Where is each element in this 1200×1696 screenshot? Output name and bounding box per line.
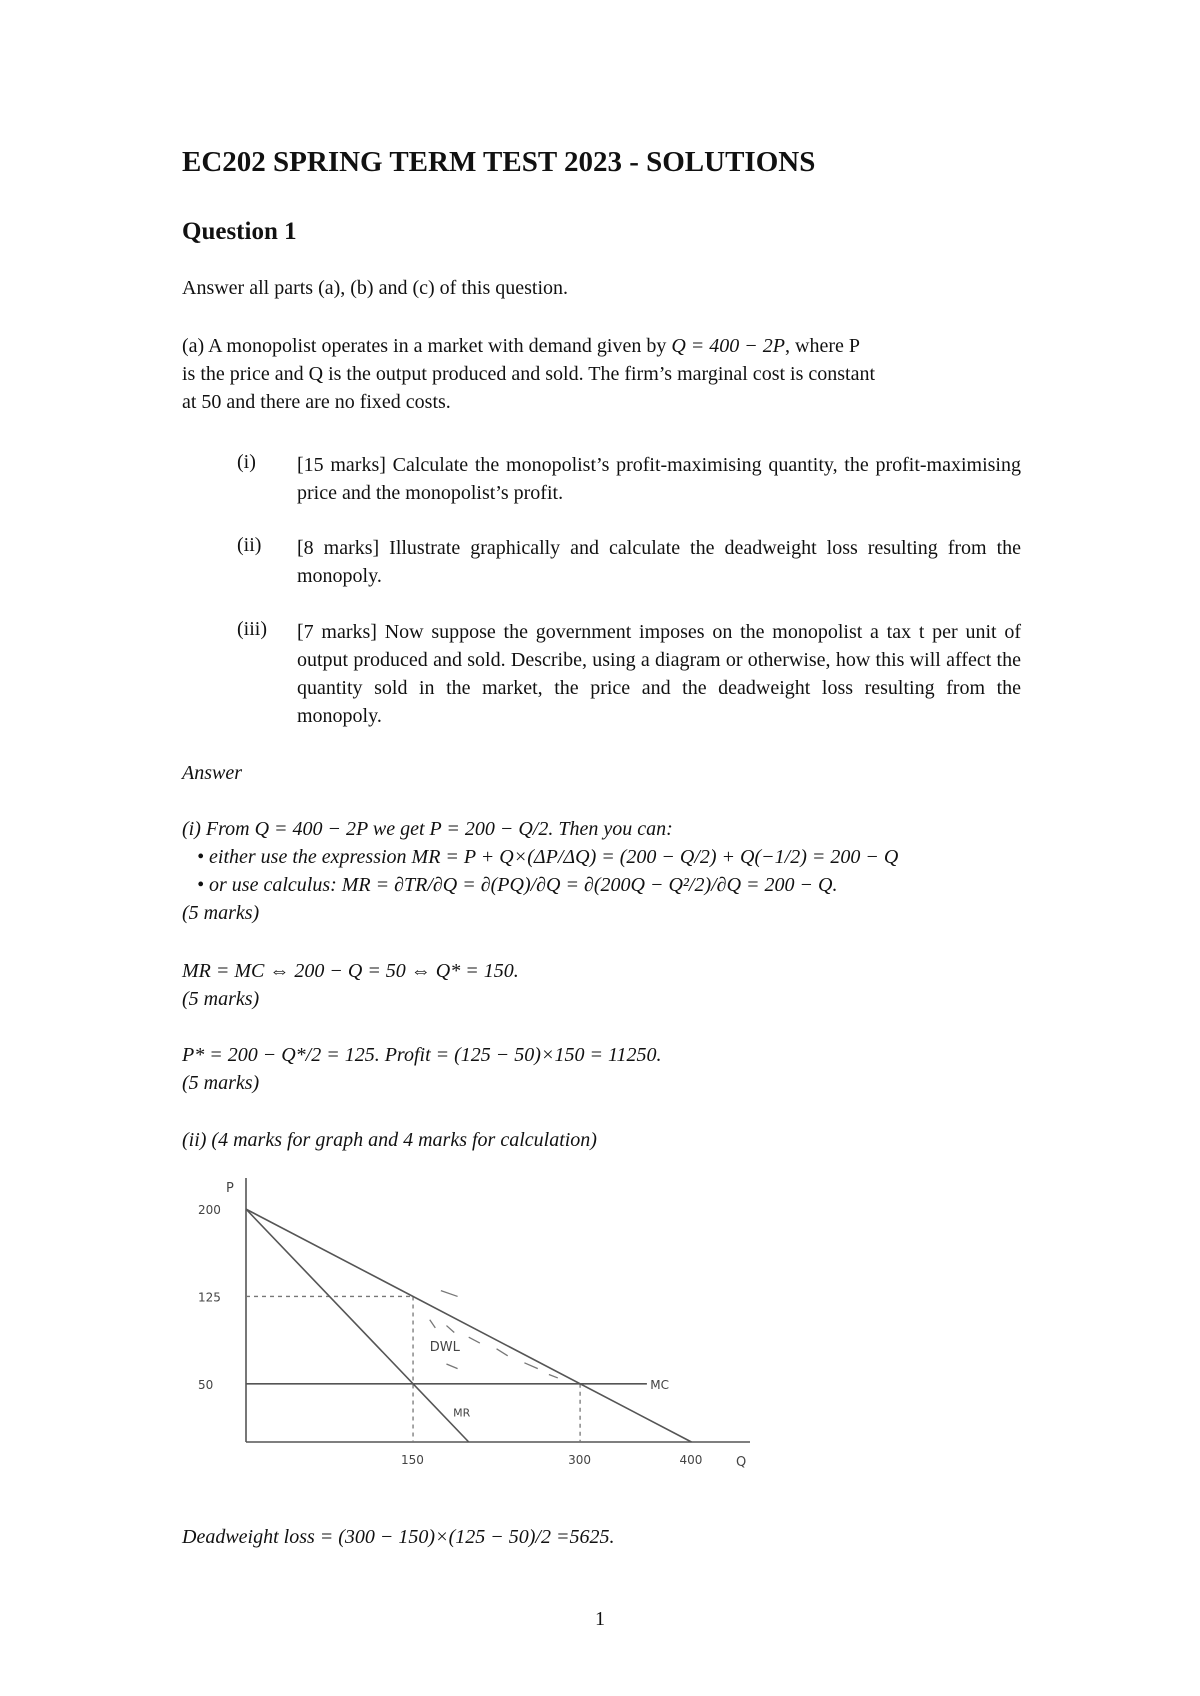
answer-bullet-1 bbox=[197, 843, 898, 871]
x-tick-label: 150 bbox=[401, 1453, 424, 1467]
answer-mr-mc: MR = MC ⇔ 200 − Q = 50 ⇔ Q* = 150. bbox=[182, 960, 519, 982]
dwl-hatch-mark bbox=[430, 1320, 436, 1328]
subpart-number: (i) bbox=[237, 451, 256, 473]
dwl-hatch-mark bbox=[497, 1349, 508, 1356]
part-a-line2: is the price and Q is the output produced and sold. The firm’s marginal cost is constant bbox=[182, 363, 876, 385]
part-a-line3: at 50 and there are no fixed costs. bbox=[182, 391, 451, 413]
x-axis-label: Q bbox=[736, 1455, 747, 1470]
dwl-hatch-mark bbox=[441, 1291, 458, 1297]
answer-i-intro: (i) From Q = 400 − 2P we get P = 200 − Q/2. Then you can: bbox=[182, 818, 673, 840]
part-a-line1-post: , where P bbox=[785, 335, 860, 357]
dwl-hatch-mark bbox=[549, 1374, 558, 1377]
answer-profit: P* = 200 − Q*/2 = 125. Profit = (125 − 50)×150 = 11250. bbox=[182, 1044, 662, 1066]
bullet-icon: • bbox=[197, 846, 210, 868]
question-heading: Question 1 bbox=[182, 218, 297, 245]
dwl-hatch-mark bbox=[524, 1363, 537, 1369]
bullet-text: either use the expression MR = P + Q×(ΔP/ΔQ) = (200 − Q/2) + Q(−1/2) = 200 − Q bbox=[209, 846, 899, 868]
dwl-annotation: DWL bbox=[429, 1340, 460, 1356]
answer-bullet-2 bbox=[197, 871, 837, 899]
dwl-hatch-mark bbox=[469, 1337, 480, 1343]
marks-label: (5 marks) bbox=[182, 988, 260, 1010]
instructions: Answer all parts (a), (b) and (c) of this question. bbox=[182, 277, 568, 299]
subpart-text: [8 marks] Illustrate graphically and calculate the deadweight loss resulting from the monopoly. bbox=[297, 537, 1021, 587]
x-tick-label: 400 bbox=[679, 1453, 703, 1467]
subpart-text: [15 marks] Calculate the monopolist’s profit-maximising quantity, the profit-maximising price and the monopolist’s profit. bbox=[297, 454, 1021, 504]
y-tick-label: 200 bbox=[198, 1203, 221, 1218]
dwl-hatch-mark bbox=[446, 1364, 457, 1369]
answer-heading: Answer bbox=[182, 762, 242, 784]
subpart-number: (iii) bbox=[237, 618, 267, 640]
mc-label: MC bbox=[650, 1377, 669, 1392]
series-line-mr bbox=[246, 1209, 469, 1442]
y-tick-label: 50 bbox=[198, 1377, 214, 1392]
demand-equation: Q = 400 − 2P bbox=[671, 335, 785, 357]
page-number: 1 bbox=[595, 1608, 605, 1630]
marks-label: (5 marks) bbox=[182, 902, 260, 924]
part-a-text bbox=[182, 332, 1024, 416]
x-tick-label: 300 bbox=[568, 1453, 591, 1467]
marks-label: (5 marks) bbox=[182, 1072, 260, 1094]
answer-ii-intro: (ii) (4 marks for graph and 4 marks for calculation) bbox=[182, 1129, 597, 1151]
dwl-hatch-mark bbox=[446, 1326, 454, 1333]
bullet-text: or use calculus: MR = ∂TR/∂Q = ∂(PQ)/∂Q = ∂(200Q − Q²/2)/∂Q = 200 − Q. bbox=[209, 874, 838, 896]
mr-label: MR bbox=[453, 1406, 471, 1420]
bullet-icon: • bbox=[197, 874, 210, 896]
subpart-text: [7 marks] Now suppose the government imposes on the monopolist a tax t per unit of output produced and sold. Describe, using a diagram or otherwise, how this will affect the quantity sold in the market, the price and the deadweight loss resulting from the monopoly. bbox=[297, 621, 1021, 727]
y-axis-label: P bbox=[226, 1181, 234, 1196]
dwl-calculation: Deadweight loss = (300 − 150)×(125 − 50)/2 =5625. bbox=[182, 1526, 615, 1548]
page-title: EC202 SPRING TERM TEST 2023 - SOLUTIONS bbox=[182, 146, 816, 178]
part-a-line1-pre: (a) A monopolist operates in a market with demand given by bbox=[182, 335, 672, 357]
monopoly-dwl-chart bbox=[180, 1160, 760, 1480]
subpart-number: (ii) bbox=[237, 534, 262, 556]
y-tick-label: 125 bbox=[198, 1290, 221, 1305]
